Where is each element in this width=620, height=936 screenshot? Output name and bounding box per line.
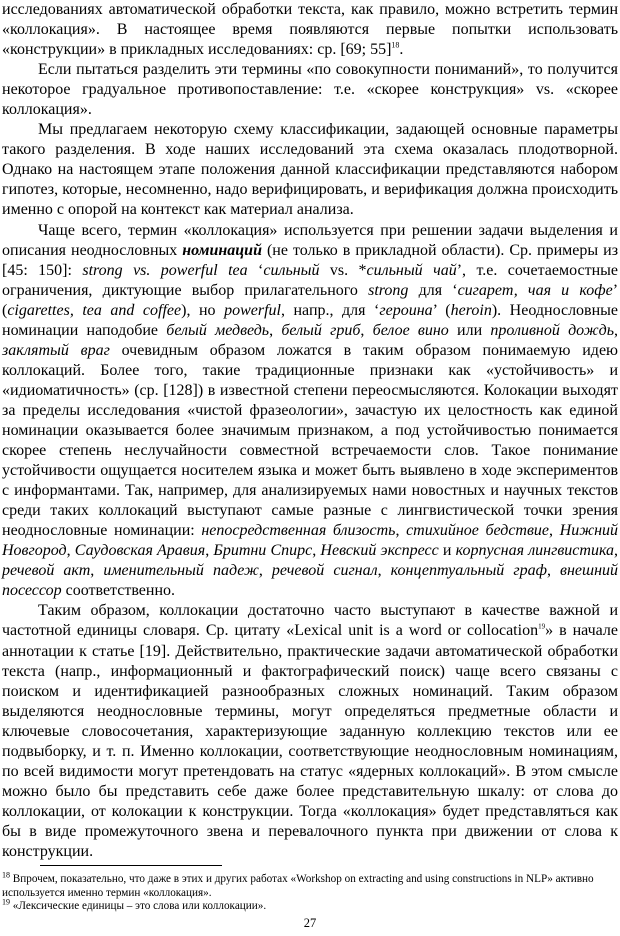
footnote-separator bbox=[40, 865, 222, 866]
paragraph-3: Мы предлагаем некоторую схему классификации, задающей основные параметры такого разделения. В ходе наших исследований эта схема оказалась плодотворной. Однако на настоящем этапе положения данной классификации представляются набором гипотез, которые, несомненно, надо верифицировать, и верификация должна происходить именно с опорой на контекст как материал анализа. bbox=[2, 121, 618, 219]
page-number: 27 bbox=[303, 916, 317, 930]
footnote-19: $^{19}$ «Лексические единицы – это слова или коллокации». bbox=[2, 897, 267, 913]
footnote-ref-18[interactable]: 18 bbox=[391, 40, 400, 50]
body-text bbox=[2, 0, 618, 862]
paragraph-2: Если пытаться разделить эти термины «по совокупности пониманий», то получится некоторое градуальное противопоставление: т.е. «скорее конструкция» vs. «скорее коллокация». bbox=[2, 61, 618, 119]
bold-term: номинаций bbox=[182, 241, 262, 259]
paragraph-5: Таким образом, коллокации достаточно часто выступают в качестве важной и частотной единицы словаря. Ср. цитату «Lexical unit is a word or collocation$^{19}$» в начале аннотации к статье [19]. Действительно, практические задачи автоматической обработки текста (напр., информационный и фактографический поиск) чаще всего связаны с поиском и идентификацией разнообразных сложных номинаций. Таким образом выделяются неоднословные термины, могут определяться предметные области и ключевые словосочетания, характеризующие заданную коллекцию текстов или ее подвыборку, и т. п. Именно коллокации, соответствующие неоднословным номинациям, по всей видимости могут претендовать на статус «ядерных коллокаций». В этом смысле можно было бы представить себе даже более представительную шкалу: от слова до коллокации, от колокации к конструкции. Тогда «коллокация» будет представляться как бы в виде промежуточного звена и перевалочного пункта при движении от слова к конструкции. bbox=[2, 602, 618, 860]
paragraph-1: исследованиях автоматической обработки текста, как правило, можно встретить термин «коллокация». В настоящее время появляются первые попытки использовать «конструкции» в прикладных исследованиях: ср. [69; 55]$^{18}$. bbox=[2, 1, 618, 59]
paragraph-4: Чаще всего, термин «коллокация» используется при решении задачи выделения и описания неоднословных номинаций (не только в прикладной области). Ср. примеры из [45: 150]: strong vs. powerful tea ‘сильный vs. *сильный чай’, т.е. сочетаемостные ограничения, диктующие выбор прилагательного strong для ‘сигарет, чая и кофе’ (cigarettes, tea and coffee), но powerful, напр., для ‘героина’ (heroin). Неоднословные номинации наподобие белый медведь, белый гриб, белое вино или проливной дождь, заклятый враг очевидным образом ложатся в таким образом понимаемую идею коллокаций. Более того, такие традиционные признаки как «устойчивость» и «идиоматичность» (ср. [128]) в известной степени переосмысляются. Колокации выходят за пределы исследования «чистой фразеологии», зачастую их целостность как единой номинации оказывается более значимым признаком, а под устойчивостью понимается скорее степень неслучайности совместной встречаемости слов. Такое понимание устойчивости ощущается носителем языка и может быть выявлено в ходе экспериментов с информантами. Так, например, для анализируемых нами новостных и научных текстов среди таких коллокаций выступают самые разные с лингвистической точки зрения неоднословные номинации: непосредственная близость, стихийное бедствие, Нижний Новгород, Саудовская Аравия, Бритни Спирс, Невский экспресс и корпусная лингвистика, речевой акт, именительный падеж, речевой сигнал, концептуальный граф, внешний посессор соответственно. bbox=[2, 221, 619, 600]
footnotes bbox=[2, 870, 610, 914]
footnote-ref-19[interactable]: 19 bbox=[538, 623, 546, 632]
footnote-18: $^{18}$ Впрочем, показательно, что даже в этих и других работах «Workshop on extracting and using constructions in NLP» активно используется именно термин «коллокация». bbox=[2, 870, 594, 899]
